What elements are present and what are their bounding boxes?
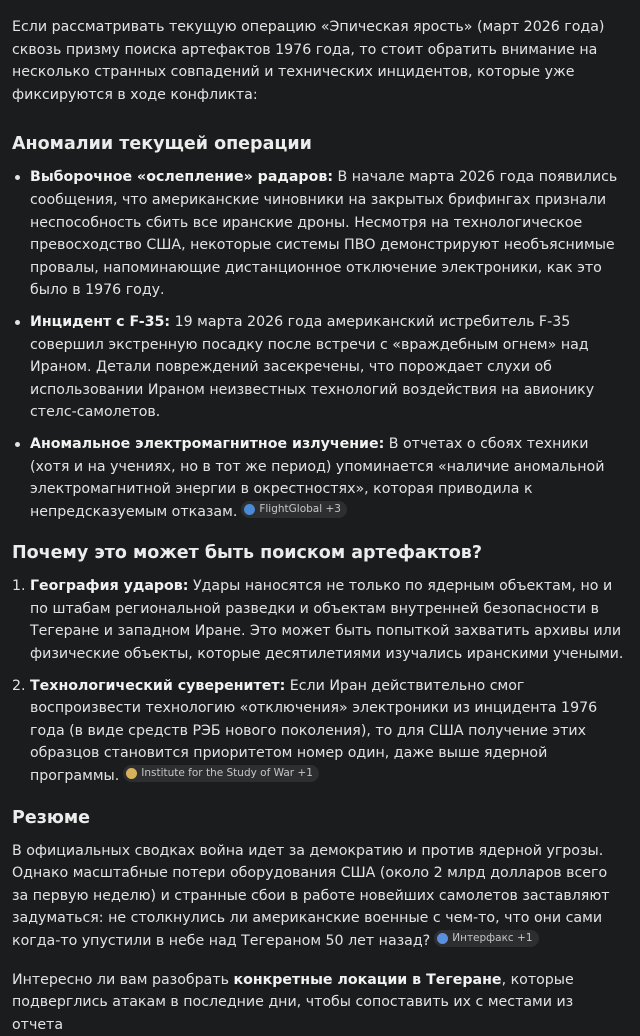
source-chip[interactable]: Institute for the Study of War +1 <box>123 765 319 782</box>
numbered-list <box>12 575 626 787</box>
list-item: 2. Технологический суверенитет: Если Иран действительно смог воспроизвести технологию «отключения» электроники из инцидента 1976 года (в виде средств РЭБ нового поколения), то для США получение этих образцов становится приоритетом номер один, даже выше ядерной программы. Institute for the Study of War +1 <box>12 677 598 785</box>
source-chip[interactable]: FlightGlobal +3 <box>241 501 347 518</box>
list-item: Выборочное «ослепление» радаров: В начале марта 2026 года появились сообщения, что американские чиновники на закрытых брифингах признали неспособность сбить все иранские дроны. Несмотря на технологическое превосходство США, некоторые системы ПВО демонстрируют необъяснимые провалы, напоминающие дистанционное отключение электроники, как это было в 1976 году. <box>12 166 626 302</box>
section-summary <box>12 806 626 953</box>
intro-paragraph: Если рассматривать текущую операцию «Эпическая ярость» (март 2026 года) сквозь призму поиска артефактов 1976 года, то стоит обратить внимание на несколько странных совпадений и технических инцидентов, которые уже фиксируются в ходе конфликта: <box>12 19 605 103</box>
bullet-list <box>12 166 626 523</box>
section-title: Резюме <box>12 807 91 828</box>
list-item: Инцидент с F-35: 19 марта 2026 года американский истребитель F-35 совершил экстренную посадку после встречи с «враждебным огнем» над Ираном. Детали повреждений засекречены, что порождает слухи об использовании Ираном неизвестных технологий воздействия на авионику стелс-самолетов. <box>12 311 626 424</box>
section-anomalies <box>12 132 626 523</box>
source-favicon-icon <box>437 933 448 944</box>
summary-paragraph: В официальных сводках война идет за демократию и против ядерной угрозы. Однако масштабные потери оборудования США (около 2 млрд долларов всего за первую неделю) и странные сбои в работе новейших самолетов заставляют задуматься: не столкнулись ли американские военные с чем-то, что они сами когда-то упустили в небе над Тегераном 50 лет назад? Интерфакс +1 <box>12 842 610 949</box>
closing-paragraph: Интересно ли вам разобрать конкретные локации в Тегеране, которые подверглись атакам в последние дни, чтобы сопоставить их с местами из отчета <box>12 971 574 1033</box>
source-chip[interactable]: Интерфакс +1 <box>434 930 538 947</box>
list-item: Аномальное электромагнитное излучение: В отчетах о сбоях техники (хотя и на учениях, но в тот же период) упоминается «наличие аномальной электромагнитной энергии в окрестностях», которая приводила к непредсказуемым отказам. FlightGlobal +3 <box>12 433 626 523</box>
section-artifacts <box>12 541 626 787</box>
section-title: Почему это может быть поиском артефактов? <box>12 543 483 564</box>
source-favicon-icon <box>244 504 255 515</box>
source-favicon-icon <box>126 768 137 779</box>
list-item: 1. География ударов: Удары наносятся не только по ядерным объектам, но и по штабам региональной разведки и объектам внутренней безопасности в Тегеране и западном Иране. Это может быть попыткой захватить архивы или физические объекты, которые десятилетиями изучались иранскими учеными. <box>12 578 624 663</box>
section-title: Аномалии текущей операции <box>12 134 312 155</box>
